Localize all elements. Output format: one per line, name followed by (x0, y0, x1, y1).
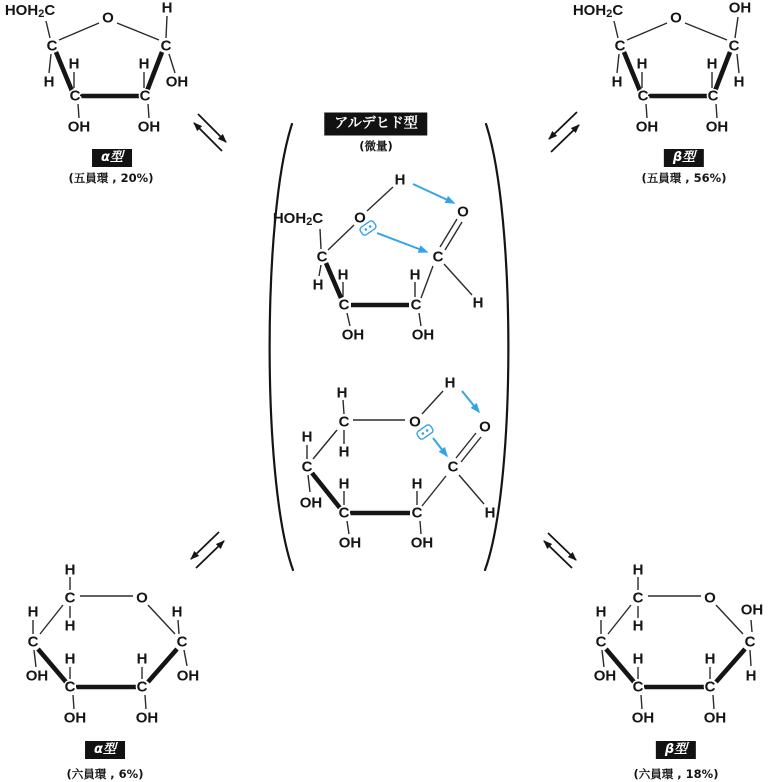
bond (73, 695, 74, 709)
atom-label-C: C (338, 504, 350, 522)
atom-label-C: C (432, 248, 444, 266)
atom-label-H: H (704, 650, 716, 668)
bond (420, 521, 421, 534)
atom-label-OH: OH (593, 667, 617, 685)
bond (737, 54, 739, 73)
atom-label-HOH₂C: $HOH_2C$ (4, 1, 56, 20)
atom-label-HOH₂C: $HOH_2C$ (572, 1, 624, 20)
atom-label-H: H (745, 667, 757, 685)
alpha-furanose-form-label: α型 (92, 149, 132, 167)
atom-label-H: H (632, 617, 644, 635)
bond (347, 521, 349, 534)
atom-label-H: H (43, 73, 55, 91)
bond (716, 104, 717, 118)
atom-label-O: O (479, 418, 491, 436)
open-chain-aldehyde-bottom-structure (300, 375, 496, 552)
equilibrium-arrow-bottom-right (544, 533, 576, 568)
atom-label-C: C (64, 678, 76, 696)
bond (614, 21, 618, 38)
atom-label-H: H (394, 171, 406, 189)
atom-label-C: C (139, 87, 151, 105)
atom-label-O: O (670, 9, 682, 27)
bond (751, 620, 752, 632)
alpha-furanose-structure (5, 0, 188, 136)
atom-label-C: C (707, 87, 719, 105)
bond (320, 229, 321, 249)
bond (49, 54, 51, 73)
atom-label-H: H (636, 55, 648, 73)
electron-shift-arrow (377, 233, 427, 252)
atom-label-C: C (176, 633, 188, 651)
atom-label-C: C (64, 589, 76, 607)
bond (627, 23, 667, 40)
bond (78, 104, 79, 118)
atom-label-C: C (614, 37, 626, 55)
atom-label-C: C (410, 296, 422, 314)
bond (166, 16, 167, 38)
atom-label-H: H (312, 276, 324, 294)
half-arrow (196, 541, 224, 568)
bold-bond (148, 649, 177, 682)
bond (444, 264, 472, 295)
bond (422, 391, 443, 414)
beta-furanose-form-label: β型 (664, 149, 704, 167)
atom-label-C: C (411, 504, 423, 522)
atom-label-OH: OH (135, 709, 159, 727)
half-arrow (191, 532, 219, 559)
electron-shift-arrow (433, 438, 447, 456)
atom-label-OH: OH (703, 709, 727, 727)
atom-label-C: C (316, 248, 328, 266)
bond (461, 437, 481, 462)
atom-label-H: H (64, 650, 76, 668)
bond (319, 265, 321, 276)
bond (40, 605, 63, 634)
parenthesis (270, 124, 293, 570)
atom-label-C: C (447, 458, 459, 476)
parenthesis (485, 124, 508, 570)
atom-label-C: C (136, 678, 148, 696)
atom-label-C: C (632, 589, 644, 607)
atom-label-OH: OH (740, 601, 764, 619)
atom-label-H: H (632, 650, 644, 668)
bond (421, 266, 433, 298)
equilibrium-arrow-bottom-left (191, 532, 224, 568)
atom-label-C: C (728, 37, 740, 55)
lone-pair-dot (364, 228, 368, 232)
bond (347, 313, 350, 326)
electron-shift-arrow (462, 391, 479, 412)
atom-label-OH: OH (338, 534, 362, 552)
lone-pair-dot (425, 429, 429, 433)
bond (456, 433, 476, 458)
bond (713, 695, 714, 709)
alpha-furanose-detail-label: (五員環 , 20%) (68, 171, 154, 185)
atom-label-OH: OH (411, 326, 435, 344)
atom-label-OH: OH (410, 534, 434, 552)
atom-label-OH: OH (137, 118, 161, 136)
electron-shift-arrow (413, 184, 454, 203)
bond (419, 313, 421, 326)
atom-label-H: H (733, 73, 745, 91)
bond (440, 219, 457, 247)
atom-label-O: O (704, 589, 716, 607)
bond (117, 23, 159, 40)
atom-label-C: C (46, 37, 58, 55)
aldehyde-form-title: アルデヒド型 (324, 113, 427, 136)
bond (308, 475, 310, 492)
atom-label-C: C (27, 633, 39, 651)
open-chain-aldehyde-top-structure (273, 172, 484, 344)
atom-label-O: O (136, 589, 148, 607)
half-arrow (548, 533, 576, 560)
bond (617, 54, 619, 73)
bond (445, 222, 462, 250)
atom-label-H: H (472, 294, 484, 312)
atom-label-OH: OH (728, 0, 752, 17)
atom-label-OH: OH (341, 326, 365, 344)
atom-label-H: H (68, 55, 80, 73)
bond (34, 650, 36, 667)
bond (608, 605, 631, 634)
equilibrium-arrow-top-right (549, 112, 579, 152)
beta-pyranose-structure (594, 562, 764, 727)
atom-label-H: H (444, 374, 456, 392)
bond (343, 400, 344, 414)
bond (328, 225, 354, 250)
bond (735, 17, 738, 38)
atom-label-H: H (301, 428, 313, 446)
atom-label-OH: OH (67, 118, 91, 136)
atom-label-C: C (637, 87, 649, 105)
bond (46, 21, 50, 38)
atom-label-C: C (338, 413, 350, 431)
atom-label-O: O (457, 203, 469, 221)
half-arrow (551, 125, 579, 152)
atom-label-C: C (69, 87, 81, 105)
atom-label-OH: OH (631, 709, 655, 727)
beta-pyranose-form-label: β型 (656, 741, 696, 759)
atom-label-H: H (595, 603, 607, 621)
bond (641, 695, 642, 709)
half-arrow (549, 112, 577, 139)
atom-label-H: H (706, 55, 718, 73)
atom-label-H: H (338, 443, 350, 461)
atom-label-C: C (704, 678, 716, 696)
beta-pyranose-detail-label: (六員環 , 18%) (633, 767, 719, 781)
atom-label-H: H (336, 384, 348, 402)
bond (602, 650, 604, 667)
atom-label-OH: OH (165, 73, 189, 91)
atom-label-H: H (138, 55, 150, 73)
atom-label-OH: OH (299, 494, 323, 512)
bond (178, 620, 179, 634)
atom-label-O: O (102, 9, 114, 27)
bond (145, 695, 146, 709)
atom-label-O: O (409, 413, 421, 431)
atom-label-H: H (64, 617, 76, 635)
atom-label-OH: OH (25, 667, 49, 685)
atom-label-H: H (484, 504, 496, 522)
atom-label-O: O (354, 209, 366, 227)
bond (169, 54, 175, 73)
atom-label-H: H (171, 603, 183, 621)
atom-label-H: H (338, 475, 350, 493)
bond (750, 650, 751, 666)
alpha-pyranose-detail-label: (六員環 , 6%) (66, 767, 144, 781)
alpha-pyranose-structure (26, 562, 200, 727)
bond (716, 605, 743, 634)
lone-pair-dot (421, 432, 425, 436)
atom-label-OH: OH (63, 709, 87, 727)
beta-furanose-detail-label: (五員環 , 56%) (641, 171, 727, 185)
atom-label-H: H (409, 266, 421, 284)
atom-label-H: H (161, 0, 173, 17)
atom-label-C: C (595, 633, 607, 651)
atom-label-H: H (632, 561, 644, 579)
alpha-pyranose-form-label: α型 (85, 741, 125, 759)
atom-label-H: H (411, 475, 423, 493)
atom-label-HOH₂C: $HOH_2C$ (272, 209, 324, 228)
lone-pair-dot (368, 225, 372, 229)
bond (59, 23, 99, 40)
atom-label-C: C (632, 678, 644, 696)
bond (313, 430, 337, 459)
bond (646, 104, 647, 118)
atom-label-OH: OH (176, 667, 200, 685)
atom-label-C: C (744, 633, 756, 651)
bond (459, 475, 484, 504)
atom-label-C: C (160, 37, 172, 55)
half-arrow (194, 123, 222, 151)
bond (685, 23, 727, 40)
atom-label-H: H (136, 650, 148, 668)
bond (422, 476, 446, 506)
bond (184, 650, 187, 666)
atom-label-H: H (64, 561, 76, 579)
half-arrow (198, 114, 226, 142)
bond (367, 187, 393, 211)
atom-label-C: C (301, 458, 313, 476)
atom-label-OH: OH (705, 118, 729, 136)
aldehyde-form-amount: (微量) (359, 139, 393, 153)
atom-label-C: C (338, 296, 350, 314)
equilibrium-arrow-top-left (194, 114, 226, 151)
beta-furanose-structure (573, 0, 751, 136)
half-arrow (544, 541, 572, 568)
atom-label-H: H (611, 73, 623, 91)
atom-label-OH: OH (635, 118, 659, 136)
bold-bond (716, 649, 745, 682)
atom-label-H: H (27, 603, 39, 621)
atom-label-H: H (337, 266, 349, 284)
bond (148, 104, 149, 118)
